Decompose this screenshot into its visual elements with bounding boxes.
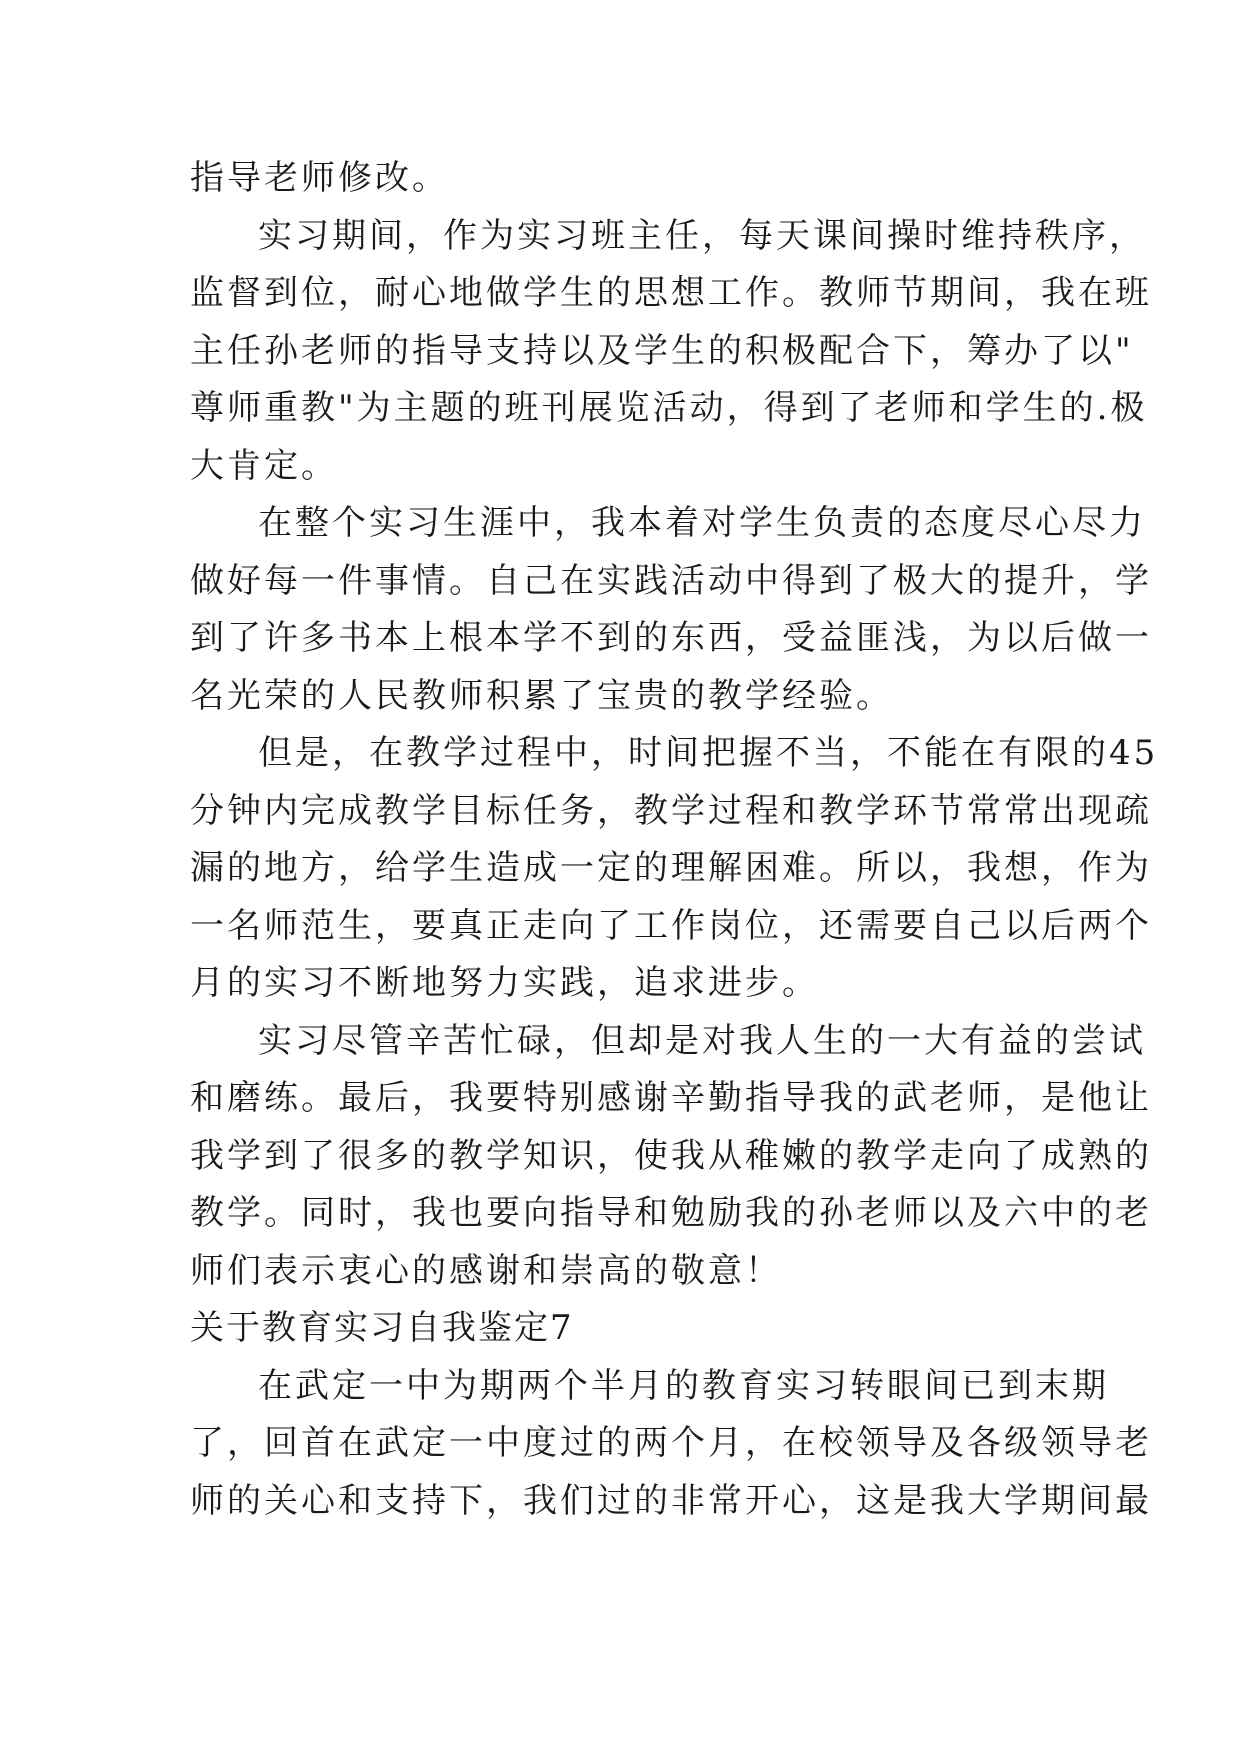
text-line: 教学。同时，我也要向指导和勉励我的孙老师以及六中的老 xyxy=(190,1193,1152,1233)
text-line: 师的关心和支持下，我们过的非常开心，这是我大学期间最 xyxy=(190,1480,1152,1521)
text-line: 名光荣的人民教师积累了宝贵的教学经验。 xyxy=(190,675,893,716)
text-line: 主任孙老师的指导支持以及学生的积极配合下，筹办了以" xyxy=(190,330,1134,371)
paragraph-start-line: 但是，在教学过程中，时间把握不当，不能在有限的45 xyxy=(258,733,1159,773)
document-body xyxy=(190,150,1159,1530)
paragraph-start-line: 实习尽管辛苦忙碌，但却是对我人生的一大有益的尝试 xyxy=(258,1020,1146,1061)
text-line: 分钟内完成教学目标任务，教学过程和教学环节常常出现疏 xyxy=(190,790,1152,831)
paragraph-start-line: 实习期间，作为实习班主任，每天课间操时维持秩序， xyxy=(258,215,1146,256)
text-line: 我学到了很多的教学知识，使我从稚嫩的教学走向了成熟的 xyxy=(190,1135,1152,1176)
text-line: 指导老师修改。 xyxy=(190,158,449,198)
text-line: 监督到位，耐心地做学生的思想工作。教师节期间，我在班 xyxy=(190,273,1152,313)
text-line: 到了许多书本上根本学不到的东西，受益匪浅，为以后做一 xyxy=(190,618,1152,658)
text-line: 大肯定。 xyxy=(190,445,338,486)
text-line: 尊师重教"为主题的班刊展览活动，得到了老师和学生的.极 xyxy=(190,388,1148,428)
text-line: 了，回首在武定一中度过的两个月，在校领导及各级领导老 xyxy=(190,1423,1152,1463)
paragraph-start-line: 在整个实习生涯中，我本着对学生负责的态度尽心尽力 xyxy=(258,503,1146,543)
section-heading: 关于教育实习自我鉴定7 xyxy=(190,1308,574,1348)
paragraph-start-line: 在武定一中为期两个半月的教育实习转眼间已到末期 xyxy=(258,1365,1109,1406)
text-line: 月的实习不断地努力实践，追求进步。 xyxy=(190,963,819,1003)
text-line: 漏的地方，给学生造成一定的理解困难。所以，我想，作为 xyxy=(190,848,1152,888)
text-line: 和磨练。最后，我要特别感谢辛勤指导我的武老师，是他让 xyxy=(190,1078,1152,1118)
text-line: 做好每一件事情。自己在实践活动中得到了极大的提升，学 xyxy=(190,560,1152,601)
text-line: 一名师范生，要真正走向了工作岗位，还需要自己以后两个 xyxy=(190,905,1152,946)
text-line: 师们表示衷心的感谢和崇高的敬意！ xyxy=(190,1250,782,1291)
